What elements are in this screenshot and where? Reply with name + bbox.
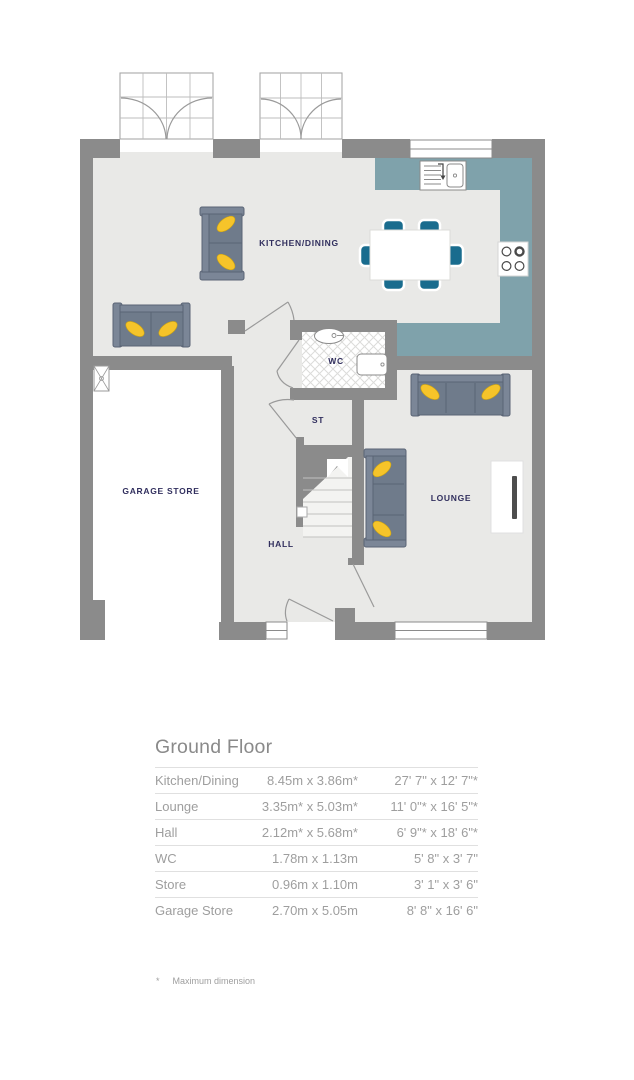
sofa-kitchen-vertical <box>200 207 244 280</box>
newel-post <box>297 507 307 517</box>
metric-dimensions: 8.45m x 3.86m* <box>266 773 358 788</box>
dimension-row <box>155 845 478 871</box>
room-name: Lounge <box>155 799 199 814</box>
lounge-window <box>395 622 487 639</box>
hall-window <box>266 622 287 639</box>
footnote <box>156 976 255 986</box>
room-name: Kitchen/Dining <box>155 773 239 788</box>
sofa-lounge-horizontal <box>411 374 510 416</box>
sofa-back <box>202 214 209 272</box>
kitchen-window <box>410 140 492 158</box>
metric-dimensions: 2.70m x 5.05m <box>272 903 358 918</box>
imperial-dimensions: 27' 7" x 12' 7"* <box>394 773 478 788</box>
room-label-store: ST <box>311 415 325 425</box>
room-label-kitchen-dining: KITCHEN/DINING <box>259 238 339 248</box>
metric-dimensions: 0.96m x 1.10m <box>272 877 358 892</box>
dining-table <box>370 230 450 280</box>
room-name: Store <box>155 877 187 892</box>
dimension-row <box>155 871 478 897</box>
room-name: Hall <box>155 825 178 840</box>
meter-box-icon <box>94 366 109 391</box>
toilet-icon <box>357 354 387 375</box>
room-label-wc: WC <box>328 356 344 366</box>
imperial-dimensions: 6' 9"* x 18' 6"* <box>396 825 478 840</box>
sofa-back <box>120 305 183 312</box>
metric-dimensions: 3.35m* x 5.03m* <box>261 799 358 814</box>
imperial-dimensions: 3' 1" x 3' 6" <box>413 877 478 892</box>
room-label-garage-store: GARAGE STORE <box>122 486 200 496</box>
dimensions-panel <box>155 736 478 923</box>
dimension-row <box>155 819 478 845</box>
sink-icon <box>420 161 466 190</box>
room-name: Garage Store <box>155 903 234 918</box>
sofa-kitchen-horizontal <box>113 303 190 347</box>
sofa-back <box>366 456 373 540</box>
dimension-row <box>155 793 478 819</box>
imperial-dimensions: 11' 0"* x 16' 5"* <box>390 799 478 814</box>
imperial-dimensions: 5' 8" x 3' 7" <box>413 851 478 866</box>
dimension-row <box>155 767 478 793</box>
floor-title: Ground Floor <box>155 736 273 758</box>
room-name: WC <box>155 851 177 866</box>
french-doors-left <box>120 73 213 139</box>
sofa-lounge-vertical <box>364 449 406 547</box>
room-label-lounge: LOUNGE <box>430 493 472 503</box>
imperial-dimensions: 8' 8" x 16' 6" <box>406 903 478 918</box>
french-doors-right <box>260 73 342 139</box>
dimension-row <box>155 897 478 923</box>
metric-dimensions: 1.78m x 1.13m <box>272 851 358 866</box>
tv-screen <box>512 476 517 519</box>
garage-store-floor <box>93 370 221 622</box>
dining-set <box>360 220 463 290</box>
footnote-symbol: * <box>156 976 160 986</box>
hob-icon <box>498 242 528 276</box>
metric-dimensions: 2.12m* x 5.68m* <box>261 825 358 840</box>
sofa-back <box>418 375 503 382</box>
room-label-hall: HALL <box>268 539 294 549</box>
wash-basin-icon <box>315 329 344 344</box>
tv-unit <box>491 461 523 533</box>
footnote-text: Maximum dimension <box>172 976 256 986</box>
